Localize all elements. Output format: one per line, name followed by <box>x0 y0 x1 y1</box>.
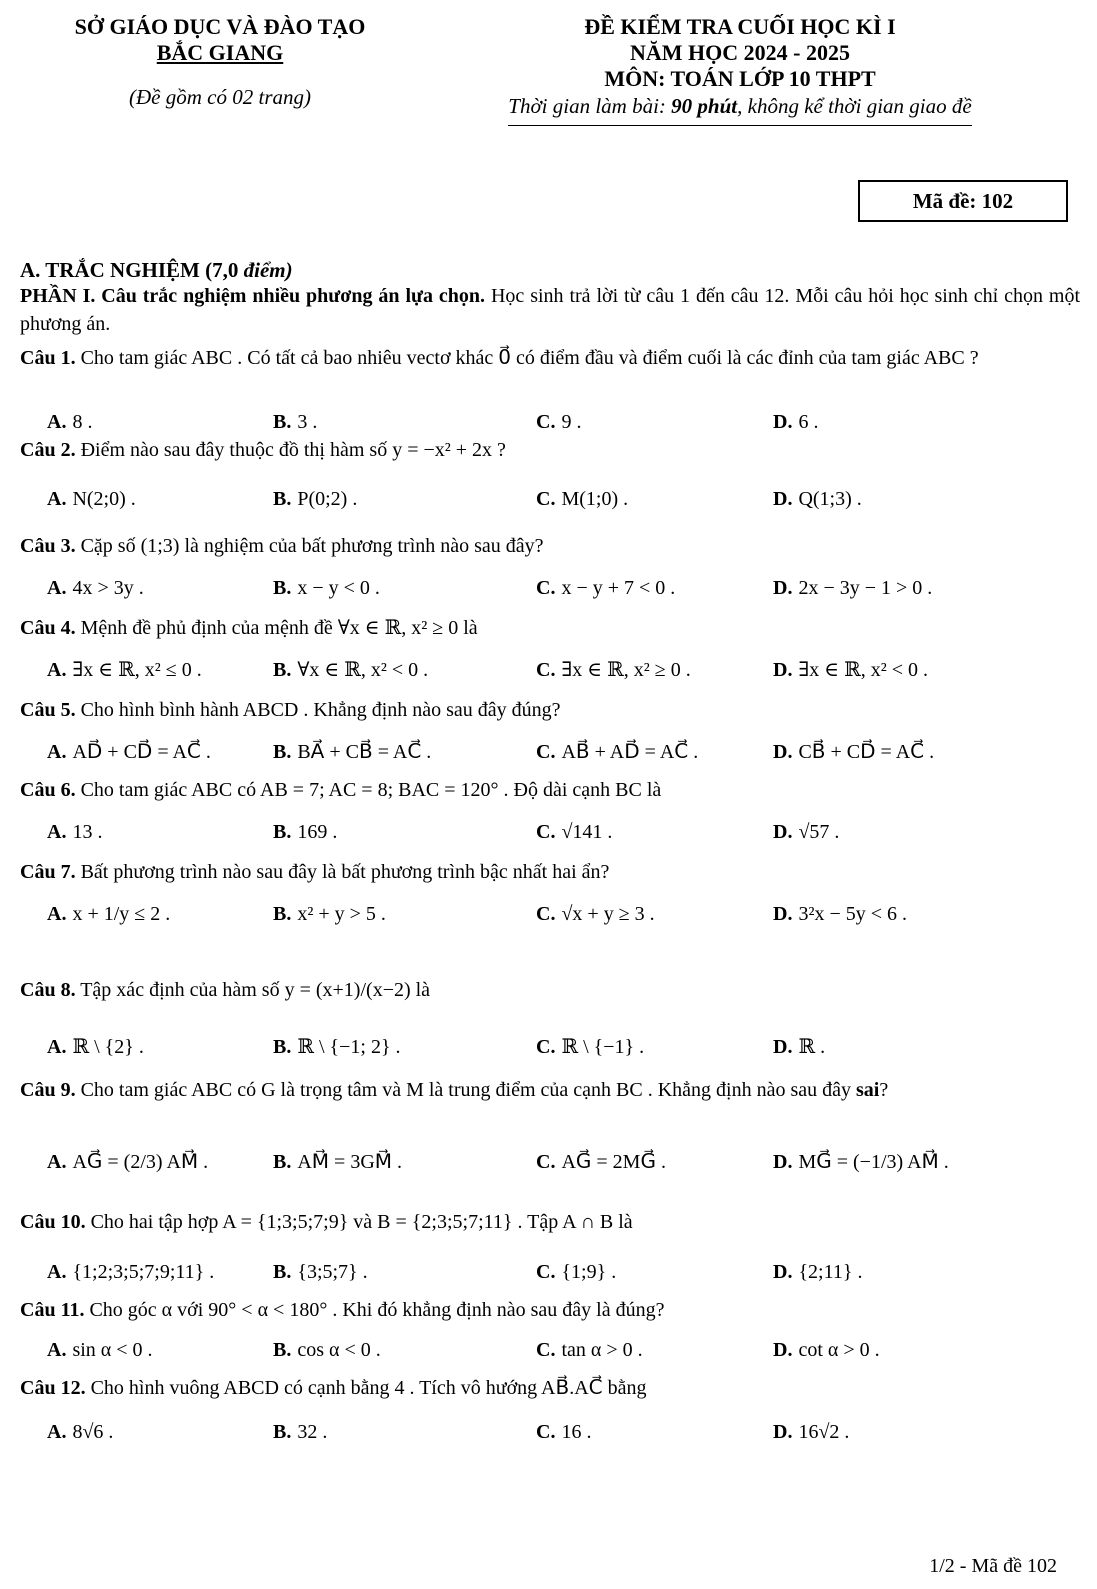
option-a[interactable] <box>47 1418 113 1446</box>
option-text: Q(1;3) . <box>798 488 862 510</box>
option-c[interactable] <box>536 485 628 513</box>
option-c[interactable] <box>536 738 698 766</box>
option-text: MG⃗ = (−1/3) AM⃗ . <box>798 1151 949 1173</box>
option-letter: A. <box>47 488 67 510</box>
option-letter: A. <box>47 1339 67 1361</box>
option-letter: D. <box>773 741 793 763</box>
option-text: 16√2 . <box>798 1421 850 1443</box>
question-12 <box>20 1374 1080 1402</box>
school-year: NĂM HỌC 2024 - 2025 <box>630 40 850 65</box>
option-text: 6 . <box>798 411 819 433</box>
options-row <box>47 1148 1077 1176</box>
option-letter: B. <box>273 903 292 925</box>
options-row <box>47 1336 1077 1364</box>
option-letter: C. <box>536 821 556 843</box>
option-b[interactable] <box>273 738 431 766</box>
option-c[interactable] <box>536 574 675 602</box>
question-label: Câu 2. <box>20 439 76 461</box>
option-letter: B. <box>273 741 292 763</box>
options-row <box>47 738 1077 766</box>
option-text: 8√6 . <box>72 1421 114 1443</box>
option-text: ∃x ∈ ℝ, x² ≥ 0 . <box>561 659 691 681</box>
question-3 <box>20 532 1080 560</box>
options-row <box>47 574 1077 602</box>
option-text: {1;9} . <box>561 1261 617 1283</box>
option-letter: C. <box>536 1421 556 1443</box>
option-c[interactable] <box>536 1418 591 1446</box>
option-letter: D. <box>773 1261 793 1283</box>
question-label: Câu 4. <box>20 617 76 639</box>
question-label: Câu 11. <box>20 1299 85 1321</box>
option-c[interactable] <box>536 1148 666 1176</box>
option-text: ℝ . <box>798 1036 826 1058</box>
question-8 <box>20 976 1080 1004</box>
option-a[interactable] <box>47 900 170 928</box>
question-label: Câu 1. <box>20 347 76 369</box>
option-text: CB⃗ + CD⃗ = AC⃗ . <box>798 741 935 763</box>
option-b[interactable] <box>273 656 428 684</box>
option-letter: C. <box>536 1151 556 1173</box>
options-row <box>47 818 1077 846</box>
option-text: {3;5;7} . <box>297 1261 368 1283</box>
option-letter: D. <box>773 411 793 433</box>
option-d[interactable] <box>773 1336 880 1364</box>
option-d[interactable] <box>773 656 928 684</box>
option-text: AB⃗ + AD⃗ = AC⃗ . <box>561 741 699 763</box>
option-letter: C. <box>536 488 556 510</box>
option-text: ℝ \ {−1; 2} . <box>297 1036 401 1058</box>
part1-instructions: PHẦN I. Câu trắc nghiệm nhiều phương án lựa chọn. Học sinh trả lời từ câu 1 đến câu 12. Mỗi câu hỏi học sinh chỉ chọn một phương án. <box>20 285 1080 335</box>
section-a-title: A. TRẮC NGHIỆM (7,0 điểm) <box>20 258 293 282</box>
option-text: 9 . <box>561 411 582 433</box>
options-row <box>47 408 1077 436</box>
option-b[interactable] <box>273 1033 401 1061</box>
question-text: Cho hình vuông ABCD có cạnh bằng 4 . Tích vô hướng AB⃗.AC⃗ bằng <box>85 1377 647 1399</box>
option-a[interactable] <box>47 1033 144 1061</box>
question-text: Cho tam giác ABC . Có tất cả bao nhiêu vectơ khác 0⃗ có điểm đầu và điểm cuối là các đỉnh của tam giác ABC ? <box>75 347 979 369</box>
option-letter: D. <box>773 1339 793 1361</box>
subject: MÔN: TOÁN LỚP 10 THPT <box>604 66 876 91</box>
options-row <box>47 1033 1077 1061</box>
options-row <box>47 485 1077 513</box>
question-emphasis: sai <box>855 1079 880 1101</box>
option-text: M(1;0) . <box>561 488 629 510</box>
exam-title: ĐỀ KIỂM TRA CUỐI HỌC KÌ I <box>584 14 896 39</box>
question-text: Mệnh đề phủ định của mệnh đề ∀x ∈ ℝ, x² ≥ 0 là <box>75 617 478 639</box>
option-letter: A. <box>47 659 67 681</box>
option-d[interactable] <box>773 900 907 928</box>
option-d[interactable] <box>773 818 839 846</box>
option-letter: C. <box>536 1339 556 1361</box>
option-text: 32 . <box>297 1421 328 1443</box>
option-text: ℝ \ {−1} . <box>561 1036 645 1058</box>
option-b[interactable] <box>273 485 357 513</box>
exam-code-box: Mã đề: 102 <box>858 180 1068 222</box>
option-text: ∃x ∈ ℝ, x² < 0 . <box>798 659 929 681</box>
question-text: Cho tam giác ABC có G là trọng tâm và M là trung điểm của cạnh BC . Khẳng định nào sau đây <box>75 1079 856 1101</box>
option-letter: B. <box>273 1036 292 1058</box>
option-a[interactable] <box>47 408 92 436</box>
department-block <box>20 14 420 110</box>
option-letter: B. <box>273 577 292 599</box>
question-text: Cho hình bình hành ABCD . Khẳng định nào sau đây đúng? <box>75 699 561 721</box>
option-c[interactable] <box>536 656 691 684</box>
option-text: N(2;0) . <box>72 488 136 510</box>
option-d[interactable] <box>773 408 818 436</box>
option-b[interactable] <box>273 574 380 602</box>
option-text: √141 . <box>561 821 613 843</box>
question-text: Tập xác định của hàm số y = (x+1)/(x−2) là <box>75 979 431 1001</box>
option-letter: C. <box>536 903 556 925</box>
option-c[interactable] <box>536 1033 644 1061</box>
question-11 <box>20 1296 1080 1324</box>
option-text: √x + y ≥ 3 . <box>561 903 655 925</box>
option-letter: C. <box>536 1036 556 1058</box>
option-text: ℝ \ {2} . <box>72 1036 144 1058</box>
question-5 <box>20 696 1080 724</box>
question-7 <box>20 858 1080 886</box>
option-text: cos α < 0 . <box>297 1339 381 1361</box>
option-letter: B. <box>273 821 292 843</box>
option-text: AD⃗ + CD⃗ = AC⃗ . <box>72 741 211 763</box>
option-letter: D. <box>773 903 793 925</box>
option-text: 16 . <box>561 1421 592 1443</box>
question-label: Câu 3. <box>20 535 76 557</box>
question-label: Câu 12. <box>20 1377 86 1399</box>
question-label: Câu 8. <box>20 979 76 1001</box>
option-letter: B. <box>273 1421 292 1443</box>
option-b[interactable] <box>273 1148 402 1176</box>
option-letter: C. <box>536 1261 556 1283</box>
option-text: √57 . <box>798 821 840 843</box>
option-letter: B. <box>273 1339 292 1361</box>
option-d[interactable] <box>773 485 862 513</box>
option-c[interactable] <box>536 900 655 928</box>
question-text: Bất phương trình nào sau đây là bất phương trình bậc nhất hai ẩn? <box>75 861 610 883</box>
question-label: Câu 6. <box>20 779 76 801</box>
question-label: Câu 9. <box>20 1079 76 1101</box>
question-label: Câu 5. <box>20 699 76 721</box>
question-10 <box>20 1208 1080 1236</box>
question-text: Điểm nào sau đây thuộc đồ thị hàm số y = −x² + 2x ? <box>75 439 506 461</box>
option-d[interactable] <box>773 1148 949 1176</box>
option-b[interactable] <box>273 900 386 928</box>
option-d[interactable] <box>773 574 932 602</box>
option-letter: C. <box>536 411 556 433</box>
option-a[interactable] <box>47 574 144 602</box>
option-letter: D. <box>773 1421 793 1443</box>
question-text-end: ? <box>879 1079 889 1101</box>
option-c[interactable] <box>536 818 612 846</box>
option-letter: B. <box>273 1151 292 1173</box>
option-letter: A. <box>47 1261 67 1283</box>
option-text: P(0;2) . <box>297 488 358 510</box>
option-text: x + 1/y ≤ 2 . <box>72 903 171 925</box>
option-b[interactable] <box>273 1418 327 1446</box>
option-text: AG⃗ = 2MG⃗ . <box>561 1151 666 1173</box>
option-text: x − y < 0 . <box>297 577 380 599</box>
options-row <box>47 656 1077 684</box>
option-letter: B. <box>273 411 292 433</box>
options-row <box>47 900 1077 928</box>
option-letter: C. <box>536 577 556 599</box>
option-text: sin α < 0 . <box>72 1339 153 1361</box>
option-b[interactable] <box>273 818 337 846</box>
option-letter: D. <box>773 488 793 510</box>
option-letter: D. <box>773 821 793 843</box>
option-text: AM⃗ = 3GM⃗ . <box>297 1151 403 1173</box>
option-c[interactable] <box>536 1258 616 1286</box>
option-text: 2x − 3y − 1 > 0 . <box>798 577 933 599</box>
option-letter: D. <box>773 1151 793 1173</box>
option-b[interactable] <box>273 1336 381 1364</box>
time-value: 90 phút <box>671 94 738 118</box>
question-text: Cặp số (1;3) là nghiệm của bất phương trình nào sau đây? <box>75 535 544 557</box>
question-6 <box>20 776 1080 804</box>
option-text: 13 . <box>72 821 103 843</box>
option-letter: A. <box>47 1036 67 1058</box>
exam-info-block <box>470 14 1010 126</box>
option-text: 3 . <box>297 411 318 433</box>
question-2 <box>20 436 1080 464</box>
option-a[interactable] <box>47 1258 214 1286</box>
options-row <box>47 1258 1077 1286</box>
question-4 <box>20 614 1080 642</box>
question-label: Câu 7. <box>20 861 76 883</box>
option-letter: A. <box>47 411 67 433</box>
option-text: 4x > 3y . <box>72 577 144 599</box>
pages-note: (Đề gồm có 02 trang) <box>129 85 311 109</box>
option-text: {1;2;3;5;7;9;11} . <box>72 1261 215 1283</box>
province-name: BẮC GIANG <box>156 40 284 65</box>
question-9 <box>20 1076 1080 1104</box>
option-a[interactable] <box>47 1336 153 1364</box>
option-a[interactable] <box>47 738 211 766</box>
option-text: x − y + 7 < 0 . <box>561 577 676 599</box>
option-letter: D. <box>773 577 793 599</box>
option-letter: A. <box>47 821 67 843</box>
question-text: Cho tam giác ABC có AB = 7; AC = 8; BAC = 120° . Độ dài cạnh BC là <box>75 779 662 801</box>
option-c[interactable] <box>536 408 581 436</box>
option-a[interactable] <box>47 818 102 846</box>
option-letter: C. <box>536 659 556 681</box>
option-a[interactable] <box>47 1148 208 1176</box>
option-letter: B. <box>273 1261 292 1283</box>
option-text: 169 . <box>297 821 338 843</box>
option-d[interactable] <box>773 738 934 766</box>
option-letter: D. <box>773 659 793 681</box>
option-letter: C. <box>536 741 556 763</box>
option-letter: B. <box>273 659 292 681</box>
question-1 <box>20 344 1080 372</box>
option-d[interactable] <box>773 1418 849 1446</box>
option-text: tan α > 0 . <box>561 1339 643 1361</box>
option-letter: A. <box>47 1151 67 1173</box>
page-footer: 1/2 - Mã đề 102 <box>929 1555 1057 1577</box>
option-letter: A. <box>47 577 67 599</box>
option-text: 3²x − 5y < 6 . <box>798 903 908 925</box>
option-text: ∀x ∈ ℝ, x² < 0 . <box>297 659 429 681</box>
department-name: SỞ GIÁO DỤC VÀ ĐÀO TẠO <box>74 14 366 39</box>
option-d[interactable] <box>773 1033 825 1061</box>
option-d[interactable] <box>773 1258 862 1286</box>
option-c[interactable] <box>536 1336 643 1364</box>
option-a[interactable] <box>47 656 202 684</box>
option-text: x² + y > 5 . <box>297 903 386 925</box>
option-text: ∃x ∈ ℝ, x² ≤ 0 . <box>72 659 202 681</box>
option-letter: D. <box>773 1036 793 1058</box>
option-a[interactable] <box>47 485 136 513</box>
option-text: 8 . <box>72 411 93 433</box>
option-letter: A. <box>47 903 67 925</box>
option-text: BA⃗ + CB⃗ = AC⃗ . <box>297 741 432 763</box>
question-label: Câu 10. <box>20 1211 86 1233</box>
option-b[interactable] <box>273 408 317 436</box>
option-letter: A. <box>47 741 67 763</box>
option-b[interactable] <box>273 1258 368 1286</box>
option-text: AG⃗ = (2/3) AM⃗ . <box>72 1151 209 1173</box>
time-line: Thời gian làm bài: 90 phút, không kể thời gian giao đề <box>508 94 971 126</box>
question-text: Cho góc α với 90° < α < 180° . Khi đó khẳng định nào sau đây là đúng? <box>84 1299 665 1321</box>
option-letter: B. <box>273 488 292 510</box>
option-text: {2;11} . <box>798 1261 863 1283</box>
option-text: cot α > 0 . <box>798 1339 880 1361</box>
option-letter: A. <box>47 1421 67 1443</box>
options-row <box>47 1418 1077 1446</box>
question-text: Cho hai tập hợp A = {1;3;5;7;9} và B = {2;3;5;7;11} . Tập A ∩ B là <box>85 1211 633 1233</box>
